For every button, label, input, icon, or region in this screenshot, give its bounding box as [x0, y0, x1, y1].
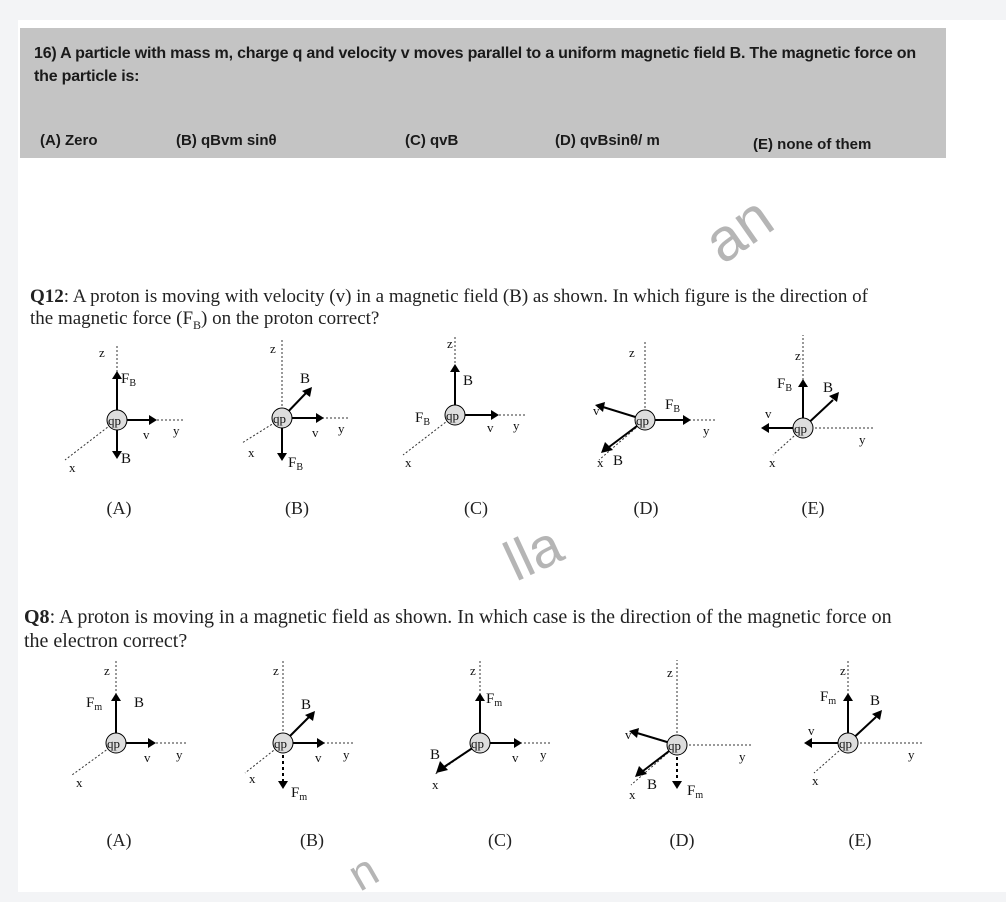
svg-text:Fm: $F_m$ — [86, 695, 103, 713]
q12-diagram-a — [55, 335, 195, 475]
q12-figure-e[interactable] — [755, 330, 895, 470]
option-b[interactable]: (B) qBvm sinθ — [176, 132, 277, 149]
watermark-2: lla — [494, 512, 572, 593]
svg-text:y: y — [540, 747, 547, 762]
q12-caption-d: (D) — [633, 498, 659, 518]
question-8-body: : A proton is moving in a magnetic field as shown. In which case is the direction of the magnetic force on the electron correct? — [24, 606, 892, 652]
svg-text:y: y — [703, 423, 710, 438]
svg-text:v: v — [312, 425, 319, 440]
svg-text:B: B — [823, 380, 834, 396]
svg-text:z: z — [667, 665, 673, 680]
svg-text:x: x — [432, 777, 439, 792]
svg-text:x: x — [248, 445, 255, 460]
q8-caption-d: (D) — [669, 830, 695, 850]
svg-text:v: v — [144, 750, 151, 765]
svg-text:qp: qp — [839, 736, 852, 751]
svg-text:B: B — [463, 373, 474, 389]
svg-text:FB: $F_B$ — [415, 410, 431, 428]
svg-text:v: v — [512, 750, 519, 765]
svg-text:z: z — [795, 348, 801, 363]
svg-text:B: B — [300, 371, 311, 387]
svg-text:y: y — [908, 747, 915, 762]
svg-text:B: B — [301, 697, 312, 713]
q8-caption-c: (C) — [488, 830, 512, 850]
question-12-body: : A proton is moving with velocity (v) in a magnetic field (B) as shown. In which figure is the direction of the magnetic force (F — [30, 286, 868, 329]
svg-text:z: z — [840, 663, 846, 678]
q8-figure-e[interactable] — [790, 655, 940, 795]
q12-diagram-d — [585, 335, 725, 475]
q8-diagram-a — [60, 655, 200, 795]
q12-figure-a[interactable] — [55, 335, 195, 475]
svg-text:B: B — [121, 451, 132, 467]
svg-text:x: x — [597, 455, 604, 470]
question-12-number: Q12 — [30, 286, 64, 307]
svg-text:qp: qp — [446, 408, 459, 423]
svg-text:FB: $F_B$ — [777, 376, 793, 394]
svg-text:qp: qp — [108, 413, 121, 428]
q8-figure-b[interactable] — [235, 655, 375, 805]
option-c[interactable]: (C) qvB — [405, 132, 459, 149]
q12-caption-b: (B) — [285, 498, 309, 518]
q8-caption-e: (E) — [848, 830, 872, 850]
svg-text:qp: qp — [273, 411, 286, 426]
svg-text:qp: qp — [794, 421, 807, 436]
svg-text:FB: $F_B$ — [121, 371, 137, 389]
svg-text:z: z — [99, 345, 105, 360]
svg-text:x: x — [69, 460, 76, 475]
question-16-stem: 16) A particle with mass m, charge q and velocity v moves parallel to a uniform magnetic field B. The magnetic force on the particle is: — [34, 45, 916, 85]
svg-text:qp: qp — [668, 738, 681, 753]
watermark-3: n — [338, 843, 387, 901]
question-8-text — [24, 605, 904, 653]
svg-text:v: v — [315, 750, 322, 765]
q12-diagram-b — [230, 335, 370, 475]
svg-text:z: z — [470, 663, 476, 678]
q12-caption-a: (A) — [106, 498, 132, 518]
svg-text:FB: $F_B$ — [665, 397, 681, 415]
svg-text:y: y — [338, 421, 345, 436]
svg-text:y: y — [176, 747, 183, 762]
q8-figure-a[interactable] — [60, 655, 200, 795]
option-d[interactable]: (D) qvBsinθ/ m — [555, 132, 660, 149]
svg-text:z: z — [273, 663, 279, 678]
svg-text:x: x — [812, 773, 819, 788]
q12-caption-e: (E) — [801, 498, 825, 518]
svg-text:qp: qp — [274, 736, 287, 751]
question-12-text — [30, 286, 880, 336]
q12-diagram-c — [395, 330, 535, 470]
svg-text:Fm: $F_m$ — [486, 691, 503, 709]
q8-caption-b: (B) — [300, 830, 324, 850]
q8-diagram-e — [790, 655, 940, 795]
q12-caption-c: (C) — [464, 498, 488, 518]
svg-text:qp: qp — [636, 413, 649, 428]
question-12-end: ) on the proton correct? — [201, 308, 380, 329]
svg-text:v: v — [808, 723, 815, 738]
svg-text:y: y — [173, 423, 180, 438]
svg-text:x: x — [249, 771, 256, 786]
question-8-number: Q8 — [24, 606, 50, 628]
svg-text:v: v — [765, 406, 772, 421]
q8-figure-c[interactable] — [420, 655, 565, 795]
svg-text:x: x — [405, 455, 412, 470]
q8-diagram-c — [420, 655, 565, 795]
svg-text:z: z — [104, 663, 110, 678]
svg-text:z: z — [447, 336, 453, 351]
svg-text:B: B — [430, 747, 441, 763]
option-a[interactable]: (A) Zero — [40, 132, 98, 149]
watermark-1: an — [691, 182, 785, 277]
svg-text:qp: qp — [107, 736, 120, 751]
svg-text:y: y — [859, 432, 866, 447]
svg-text:Fm: $F_m$ — [291, 785, 308, 803]
svg-text:x: x — [769, 455, 776, 470]
q12-figure-b[interactable] — [230, 335, 370, 475]
q8-diagram-d — [615, 655, 765, 805]
question-12-sub: B — [193, 317, 202, 332]
svg-text:v: v — [487, 420, 494, 435]
svg-text:v: v — [593, 403, 600, 418]
svg-text:y: y — [513, 418, 520, 433]
svg-text:B: B — [870, 693, 881, 709]
q8-caption-a: (A) — [106, 830, 132, 850]
q8-figure-d[interactable] — [615, 655, 765, 805]
svg-text:v: v — [143, 427, 150, 442]
svg-text:x: x — [76, 775, 83, 790]
svg-text:Fm: $F_m$ — [687, 783, 704, 801]
q12-diagram-e — [755, 330, 895, 470]
svg-text:y: y — [739, 749, 746, 764]
svg-text:x: x — [629, 787, 636, 802]
svg-text:qp: qp — [471, 736, 484, 751]
q12-figure-c[interactable] — [395, 330, 535, 470]
svg-text:v: v — [625, 727, 632, 742]
option-e[interactable]: (E) none of them — [753, 136, 872, 153]
svg-text:z: z — [629, 345, 635, 360]
q12-figure-d[interactable] — [585, 335, 725, 475]
svg-text:B: B — [647, 777, 658, 793]
svg-text:B: B — [613, 453, 624, 469]
svg-text:Fm: $F_m$ — [820, 689, 837, 707]
question-16-panel — [20, 28, 946, 158]
svg-text:z: z — [270, 341, 276, 356]
q8-diagram-b — [235, 655, 375, 805]
svg-text:FB: $F_B$ — [288, 455, 304, 473]
svg-text:B: B — [134, 695, 145, 711]
svg-text:y: y — [343, 747, 350, 762]
